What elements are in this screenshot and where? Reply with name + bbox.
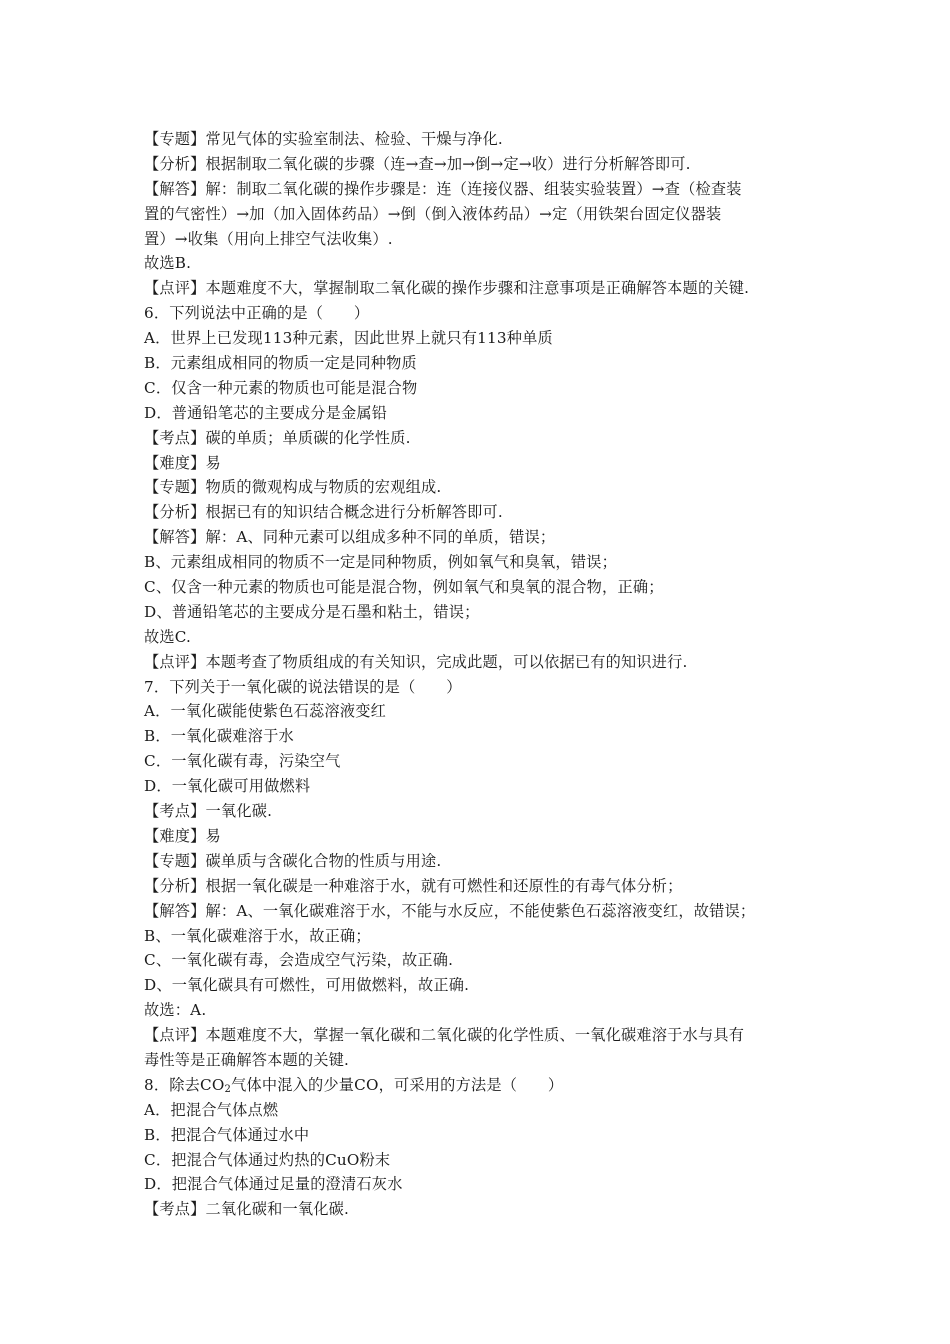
text-line: 故选C. <box>144 627 192 646</box>
question-7-option-d: D．一氧化碳可用做燃料 <box>144 777 311 796</box>
question-7-stem: 7．下列关于一氧化碳的说法错误的是（ ） <box>144 677 462 696</box>
question-8-option-b: B．把混合气体通过水中 <box>144 1125 310 1144</box>
text-line: 毒性等是正确解答本题的关键. <box>144 1050 350 1069</box>
text-line: 【分析】根据已有的知识结合概念进行分析解答即可. <box>144 503 503 522</box>
text-line: 【点评】本题难度不大，掌握一氧化碳和二氧化碳的化学性质、一氧化碳难溶于水与具有 <box>144 1026 745 1045</box>
question-8-stem <box>144 1073 814 1098</box>
question-7-option-b: B．一氧化碳难溶于水 <box>144 727 294 746</box>
text-line: D、普通铅笔芯的主要成分是石墨和粘土，错误； <box>144 602 480 621</box>
question-8-suffix: 气体中混入的少量CO，可采用的方法是（ ） <box>231 1075 564 1094</box>
text-line: 【难度】易 <box>144 453 221 472</box>
question-8-option-c: C．把混合气体通过灼热的CuO粉末 <box>144 1150 391 1169</box>
question-8-prefix: 8．除去CO <box>144 1075 225 1094</box>
text-line: 【专题】常见气体的实验室制法、检验、干燥与净化. <box>144 130 503 148</box>
text-line: 【解答】解：A、一氧化碳难溶于水，不能与水反应，不能使紫色石蕊溶液变红，故错误； <box>144 901 756 920</box>
text-line: 【考点】碳的单质；单质碳的化学性质. <box>144 428 411 447</box>
text-line: 【解答】解：A、同种元素可以组成多种不同的单质，错误； <box>144 528 556 547</box>
text-line: D、一氧化碳具有可燃性，可用做燃料，故正确. <box>144 976 470 995</box>
question-8-option-a: A．把混合气体点燃 <box>144 1100 279 1119</box>
text-line: 【难度】易 <box>144 826 221 845</box>
question-6-option-b: B．元素组成相同的物质一定是同种物质 <box>144 354 417 373</box>
text-line: 置的气密性）→加（加入固体药品）→倒（倒入液体药品）→定（用铁架台固定仪器装 <box>144 204 722 223</box>
text-line: B、一氧化碳难溶于水，故正确； <box>144 926 371 945</box>
text-line: 【点评】本题难度不大，掌握制取二氧化碳的操作步骤和注意事项是正确解答本题的关键. <box>144 279 750 298</box>
text-line: 故选B. <box>144 254 192 273</box>
question-6-option-d: D．普通铅笔芯的主要成分是金属铅 <box>144 403 388 422</box>
text-line: 【专题】碳单质与含碳化合物的性质与用途. <box>144 851 442 870</box>
text-line: 【分析】根据制取二氧化碳的步骤（连→查→加→倒→定→收）进行分析解答即可. <box>144 154 691 173</box>
text-line: C、一氧化碳有毒，会造成空气污染，故正确. <box>144 951 454 970</box>
question-6-stem: 6．下列说法中正确的是（ ） <box>144 304 370 323</box>
question-7-option-c: C．一氧化碳有毒，污染空气 <box>144 752 341 771</box>
text-line: 置）→收集（用向上排空气法收集）. <box>144 229 393 248</box>
text-line: C、仅含一种元素的物质也可能是混合物，例如氧气和臭氧的混合物，正确； <box>144 578 664 597</box>
document-body <box>144 127 814 1222</box>
question-6-option-a: A．世界上已发现113种元素，因此世界上就只有113种单质 <box>144 329 553 348</box>
question-7-option-a: A．一氧化碳能使紫色石蕊溶液变红 <box>144 702 386 721</box>
text-line: 【解答】解：制取二氧化碳的操作步骤是：连（连接仪器、组装实验装置）→查（检查装 <box>144 179 742 198</box>
text-line: 【分析】根据一氧化碳是一种难溶于水，就有可燃性和还原性的有毒气体分析； <box>144 876 683 895</box>
text-line: 【点评】本题考查了物质组成的有关知识，完成此题，可以依据已有的知识进行. <box>144 652 688 671</box>
text-line: B、元素组成相同的物质不一定是同种物质，例如氧气和臭氧，错误； <box>144 553 617 572</box>
text-line: 【考点】一氧化碳. <box>144 802 273 821</box>
text-line: 【专题】物质的微观构成与物质的宏观组成. <box>144 478 442 497</box>
question-6-option-c: C．仅含一种元素的物质也可能是混合物 <box>144 378 418 397</box>
subscript-2: 2 <box>224 1083 232 1095</box>
question-8-option-d: D．把混合气体通过足量的澄清石灰水 <box>144 1175 403 1194</box>
text-line: 故选：A. <box>144 1001 207 1020</box>
text-line: 【考点】二氧化碳和一氧化碳. <box>144 1200 350 1219</box>
